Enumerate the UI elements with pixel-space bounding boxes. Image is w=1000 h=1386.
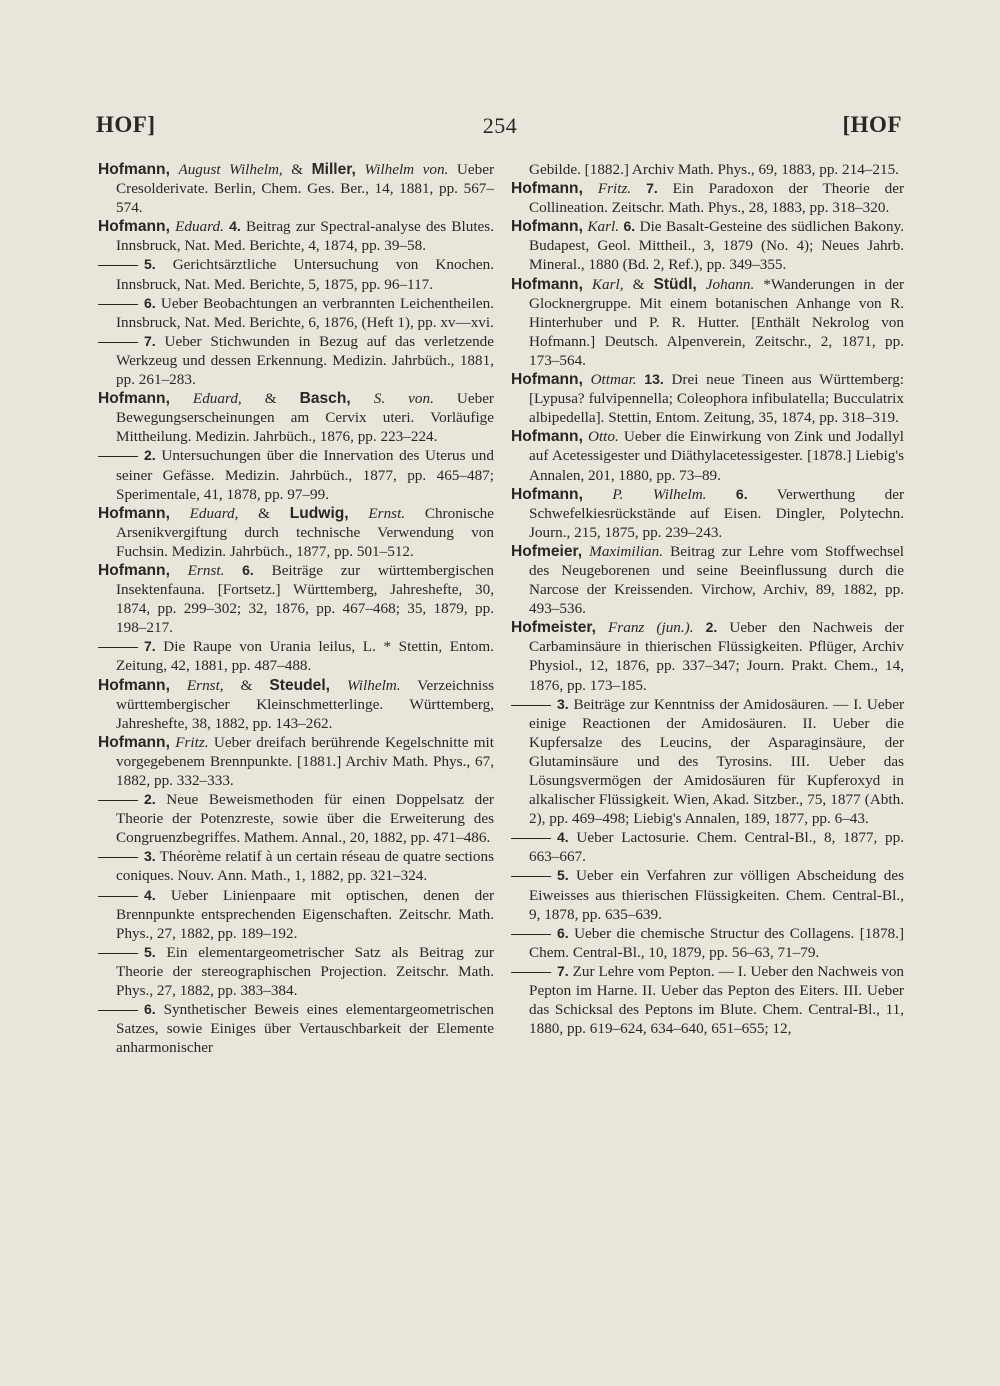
author-given-name: Franz (jun.).: [608, 619, 694, 637]
entry-line: [511, 619, 904, 693]
author-surname: Hofmann,: [511, 485, 583, 503]
entry-line: [98, 447, 494, 502]
ditto-dash: [98, 857, 138, 858]
ditto-dash: [98, 456, 138, 457]
bibliography-entry: [511, 924, 904, 962]
entry-number: 6.: [144, 294, 156, 311]
entry-line: [98, 848, 494, 884]
entry-number: 5.: [144, 256, 156, 273]
author-surname: Hofmann,: [98, 390, 170, 408]
right-column: [511, 160, 904, 1038]
author-given-name: Eduard,: [192, 390, 242, 408]
author-surname: Hofmann,: [98, 504, 170, 522]
entry-line: [98, 944, 494, 999]
entry-line: [511, 867, 904, 922]
entry-line: [98, 677, 494, 732]
entry-text: Neue Beweismethoden für einen Doppelsatz der Theorie der Potenzreste, sowie über die Erweiterung des Congruenzbegriffes. Mathem. Annal., 20, 1882, pp. 471–486.: [116, 791, 494, 847]
author-given-name: Ernst,: [186, 676, 224, 694]
coauthor-surname: Steudel,: [269, 676, 331, 694]
coauthor-given-name: S. von.: [373, 390, 434, 408]
entry-text: Ueber Stichwunden in Bezug auf das verletzende Werkzeug und dessen Erkennung. Medizin. Jahrbüch., 1881, pp. 261–283.: [116, 332, 494, 389]
ditto-dash: [98, 953, 138, 954]
entry-number: 2.: [705, 619, 718, 636]
entry-number: 7.: [144, 332, 156, 349]
entry-number: 6.: [242, 561, 254, 578]
author-given-name: Eduard,: [189, 504, 239, 522]
bibliography-entry: [98, 160, 494, 217]
coauthor-given-name: Wilhelm von.: [364, 161, 449, 178]
entry-text: Ein elementargeometrischer Satz als Beitrag zur Theorie der stereographischen Projection. Zeitschr. Math. Phys., 27, 1882, pp. 383–384.: [116, 943, 494, 1000]
bibliography-entry: [511, 179, 904, 217]
author-surname: Hofmann,: [511, 275, 583, 293]
entry-number: 2.: [144, 791, 156, 808]
entry-text: Verzeichniss württembergischer Kleinschmetterlinge. Württemberg, Jahreshefte, 38, 1882, pp. 143–262.: [116, 676, 495, 732]
bibliography-entry: [98, 637, 494, 675]
entry-text: Gebilde. [1882.] Archiv Math. Phys., 69, 1883, pp. 214–215.: [529, 161, 899, 178]
author-given-name: Eduard.: [175, 218, 224, 236]
bibliography-entry: [98, 943, 494, 1000]
entry-number: 5.: [144, 943, 156, 960]
bibliography-entry: [98, 1000, 494, 1057]
ampersand: &: [632, 275, 645, 293]
entry-text: Verwerthung der Schwefelkiesrückstände auf Eisen. Dingler, Polytechn. Journ., 215, 1875, pp. 239–243.: [529, 485, 905, 541]
bibliography-entry: [98, 217, 494, 255]
author-surname: Hofmeier,: [511, 542, 583, 560]
entry-text: Ueber den Nachweis der Carbaminsäure in thierischen Flüssigkeiten. Pflüger, Archiv Physiol., 12, 1876, pp. 337–347; Journ. Prakt. Chem., 14, 1876, pp. 173–185.: [529, 619, 904, 694]
bibliography-entry: [511, 695, 904, 829]
entry-text: Ueber Linienpaare mit optischen, denen der Brennpunkte entsprechenden Eigenschaften. Zeitschr. Math. Phys., 27, 1882, pp. 189–192.: [116, 886, 495, 942]
entry-line: [511, 371, 904, 426]
entry-text: Gerichtsärztliche Untersuchung von Knochen. Innsbruck, Nat. Med. Berichte, 5, 1875, pp. 96–117.: [116, 256, 495, 293]
author-given-name: P. Wilhelm.: [612, 485, 707, 503]
entry-line: [98, 390, 494, 445]
entry-line: [98, 791, 494, 846]
ditto-dash: [511, 705, 551, 706]
entry-number: 6.: [735, 485, 748, 502]
ampersand: &: [264, 390, 277, 408]
entry-text: Ueber dreifach berührende Kegelschnitte mit vorgegebenem Brennpunkte. [1881.] Archiv Math. Phys., 67, 1882, pp. 332–333.: [116, 733, 495, 789]
entry-text: Ueber Lactosurie. Chem. Central-Bl., 8, 1877, pp. 663–667.: [529, 829, 904, 866]
entry-text: Die Raupe von Urania leilus, L. * Stettin, Entom. Zeitung, 42, 1881, pp. 487–488.: [116, 638, 495, 675]
coauthor-surname: Miller,: [311, 161, 356, 178]
author-given-name: Maximilian.: [589, 542, 663, 560]
coauthor-given-name: Johann.: [705, 275, 755, 293]
entry-text: Ueber die chemische Structur des Collagens. [1878.] Chem. Central-Bl., 10, 1879, pp. 56–63, 71–79.: [529, 924, 904, 961]
ampersand: &: [291, 161, 304, 178]
bibliography-entry: [511, 618, 904, 694]
author-given-name: Karl.: [587, 218, 620, 236]
entry-number: 5.: [557, 867, 569, 884]
entry-text: Untersuchungen über die Innervation des Uterus und seiner Gefässe. Medizin. Jahrbüch., 1877, pp. 465–487; Sperimentale, 41, 1878, pp. 97–99.: [116, 447, 494, 503]
entry-number: 4.: [557, 829, 569, 846]
entry-text: Synthetischer Beweis eines elementargeometrischen Satzes, sowie Einiges über Vertauschbarkeit der Elemente anharmonischer: [116, 1001, 494, 1057]
author-given-name: Otto.: [587, 428, 619, 446]
entry-text: Beiträge zur württembergischen Insektenfauna. [Fortsetz.] Württemberg, Jahreshefte, 30, 1874, pp. 299–302; 32, 1876, pp. 467–468; 35, 1879, pp. 198–217.: [116, 561, 495, 637]
entry-text: Beitrag zur Lehre vom Stoffwechsel des Neugeborenen und seine Beeinflussung durch die Narcose der Kreissenden. Virchow, Archiv, 89, 1882, pp. 493–536.: [529, 542, 905, 618]
entry-number: 2.: [144, 447, 156, 464]
author-given-name: Ottmar.: [590, 371, 637, 389]
author-surname: Hofmeister,: [511, 619, 596, 637]
entry-number: 7.: [144, 638, 156, 655]
bibliography-entry: [98, 561, 494, 637]
ampersand: &: [258, 504, 270, 522]
entry-line: [511, 428, 904, 483]
coauthor-surname: Stüdl,: [653, 275, 697, 293]
bibliography-entry: [98, 446, 494, 503]
bibliography-entry: [511, 828, 904, 866]
ditto-dash: [98, 304, 138, 305]
left-column: [98, 160, 494, 1057]
entry-line: [511, 543, 904, 617]
entry-number: 13.: [644, 371, 664, 388]
ditto-dash: [511, 838, 551, 839]
bibliography-entry: [98, 733, 494, 790]
entry-text: Beitrag zur Spectral-analyse des Blutes. Innsbruck, Nat. Med. Berichte, 4, 1874, pp. 39–58.: [116, 218, 495, 255]
entry-line: [98, 218, 494, 254]
bibliography-entry: [98, 676, 494, 733]
entry-line: [98, 1001, 494, 1056]
ditto-dash: [98, 800, 138, 801]
author-surname: Hofmann,: [98, 161, 170, 178]
entry-line: [511, 925, 904, 961]
entry-line: [511, 276, 904, 369]
bibliography-entry: [511, 160, 904, 179]
author-surname: Hofmann,: [98, 218, 170, 236]
entry-text: Ueber Beobachtungen an verbrannten Leichentheilen. Innsbruck, Nat. Med. Berichte, 6, 1876, (Heft 1), pp. xv—xvi.: [116, 294, 494, 331]
author-surname: Hofmann,: [98, 676, 170, 694]
entry-number: 3.: [557, 695, 569, 712]
bibliography-entry: [511, 485, 904, 542]
author-surname: Hofmann,: [511, 428, 583, 446]
coauthor-given-name: Ernst.: [368, 504, 406, 522]
entry-line: [98, 505, 494, 560]
entry-number: 7.: [646, 180, 658, 197]
ditto-dash: [511, 934, 551, 935]
ditto-dash: [98, 265, 138, 266]
entry-text: Ein Paradoxon der Theorie der Collineation. Zeitschr. Math. Phys., 28, 1883, pp. 318–320.: [529, 180, 905, 217]
entry-line: [98, 734, 494, 789]
author-surname: Hofmann,: [511, 371, 583, 389]
ditto-dash: [98, 896, 138, 897]
author-given-name: Karl,: [591, 275, 624, 293]
entry-number: 6.: [144, 1001, 156, 1018]
ditto-dash: [98, 342, 138, 343]
entry-line: [511, 180, 904, 216]
ditto-dash: [98, 1010, 138, 1011]
ditto-dash: [98, 647, 138, 648]
bibliography-entry: [98, 294, 494, 332]
entry-text: Ueber Cresolderivate. Berlin, Chem. Ges. Ber., 14, 1881, pp. 567–574.: [116, 161, 495, 217]
entry-text: Beiträge zur Kenntniss der Amidosäuren. — I. Ueber einige Reactionen der Amidosäuren. II. Ueber die Kupfersalze des Leucins, der Asparaginsäure, der Glutaminsäure und des Tyrosins. III. Ueber das Lösungsvermögen der Amidosäuren für Kupferoxyd in alkalischer Flüssigkeit. Wien, Akad. Sitzber., 75, 1877 (Abth. 2), pp. 469–498; Liebig's Annalen, 189, 1877, pp. 6–43.: [529, 695, 905, 828]
entry-text: Drei neue Tineen aus Württemberg: [Lypusa? fulvipennella; Coleophora infibulatella; Bucculatrix albipedella]. Stettin, Entom. Zeitung, 35, 1874, pp. 318–319.: [529, 371, 905, 427]
entry-number: 7.: [557, 962, 569, 979]
bibliography-entry: [98, 886, 494, 943]
coauthor-surname: Basch,: [299, 390, 351, 408]
author-given-name: Ernst.: [187, 561, 225, 579]
entry-line: [511, 218, 904, 273]
entry-line: [511, 696, 904, 828]
page-number: 254: [482, 113, 518, 138]
entry-line: [511, 486, 904, 541]
bibliography-entry: [511, 217, 904, 274]
entry-text: *Wanderungen in der Glocknergruppe. Mit einem botanischen Anhange von R. Hinterhuber und P. R. Hutter. [Enthält Nekrolog von Hofmann.] Deutsch. Alpenverein, Zeitschr., 2, 1871, pp. 173–564.: [529, 275, 905, 369]
ditto-dash: [511, 972, 551, 973]
bibliography-entry: [98, 504, 494, 561]
author-given-name: Fritz.: [175, 733, 209, 751]
bibliography-entry: [511, 962, 904, 1038]
author-surname: Hofmann,: [511, 218, 583, 236]
entry-number: 6.: [557, 924, 569, 941]
entry-line: [511, 963, 904, 1037]
entry-line: [98, 887, 494, 942]
running-head-right: [HOF: [842, 112, 902, 137]
author-surname: Hofmann,: [511, 180, 583, 198]
entry-number: 6.: [623, 218, 636, 235]
bibliography-entry: [98, 389, 494, 446]
author-given-name: Fritz.: [597, 180, 632, 198]
running-head-left: HOF]: [96, 112, 156, 137]
bibliography-entry: [98, 847, 494, 885]
bibliography-entry: [98, 790, 494, 847]
entry-number: 4.: [144, 886, 156, 903]
bibliography-entry: [511, 427, 904, 484]
entry-line: [511, 829, 904, 865]
entry-number: 4.: [229, 218, 241, 235]
entry-text: Chronische Arsenikvergiftung durch technische Verwendung von Fuchsin. Medizin. Jahrbüch., 1877, pp. 501–512.: [116, 504, 495, 560]
bibliography-entry: [511, 275, 904, 370]
entry-line: [98, 295, 494, 331]
bibliography-entry: [98, 255, 494, 293]
entry-line: [529, 161, 899, 178]
coauthor-given-name: Wilhelm.: [346, 676, 401, 694]
entry-line: [98, 161, 494, 216]
bibliography-entry: [98, 332, 494, 389]
entry-text: Ueber ein Verfahren zur völligen Abscheidung des Eiweisses aus thierischen Flüssigkeiten. Chem. Central-Bl., 9, 1878, pp. 635–639.: [529, 867, 905, 923]
entry-text: Die Basalt-Gesteine des südlichen Bakony. Budapest, Geol. Mittheil., 3, 1879 (No. 4); Neues Jahrb. Mineral., 1880 (Bd. 2, Ref.), pp. 349–355.: [529, 218, 905, 274]
entry-line: [98, 638, 494, 674]
author-given-name: August Wilhelm,: [178, 161, 283, 178]
bibliography-entry: [511, 542, 904, 618]
author-surname: Hofmann,: [98, 733, 170, 751]
entry-text: Ueber die Einwirkung von Zink und Jodallyl auf Acetessigester und Diäthylacetessigester. [1878.] Liebig's Annalen, 201, 1880, pp. 73–89.: [529, 428, 905, 484]
ditto-dash: [511, 876, 551, 877]
entry-number: 3.: [144, 848, 156, 865]
entry-line: [98, 256, 494, 292]
bibliography-entry: [511, 370, 904, 427]
entry-text: Ueber Bewegungserscheinungen am Cervix uteri. Vorläufige Mittheilung. Medizin. Jahrbüch., 1876, pp. 223–224.: [116, 390, 494, 446]
author-surname: Hofmann,: [98, 561, 170, 579]
coauthor-surname: Ludwig,: [289, 504, 349, 522]
entry-line: [98, 562, 494, 636]
entry-line: [98, 333, 494, 388]
entry-text: Théorème relatif à un certain réseau de quatre sections coniques. Nouv. Ann. Math., 1, 1882, pp. 321–324.: [116, 848, 494, 885]
entry-text: Zur Lehre vom Pepton. — I. Ueber den Nachweis von Pepton im Harne. II. Ueber das Pepton des Eiters. III. Ueber das Schicksal des Peptons im Blute. Chem. Central-Bl., 11, 1880, pp. 619–624, 634–640, 651–655; 12,: [529, 962, 905, 1038]
ampersand: &: [240, 676, 253, 694]
bibliography-entry: [511, 866, 904, 923]
